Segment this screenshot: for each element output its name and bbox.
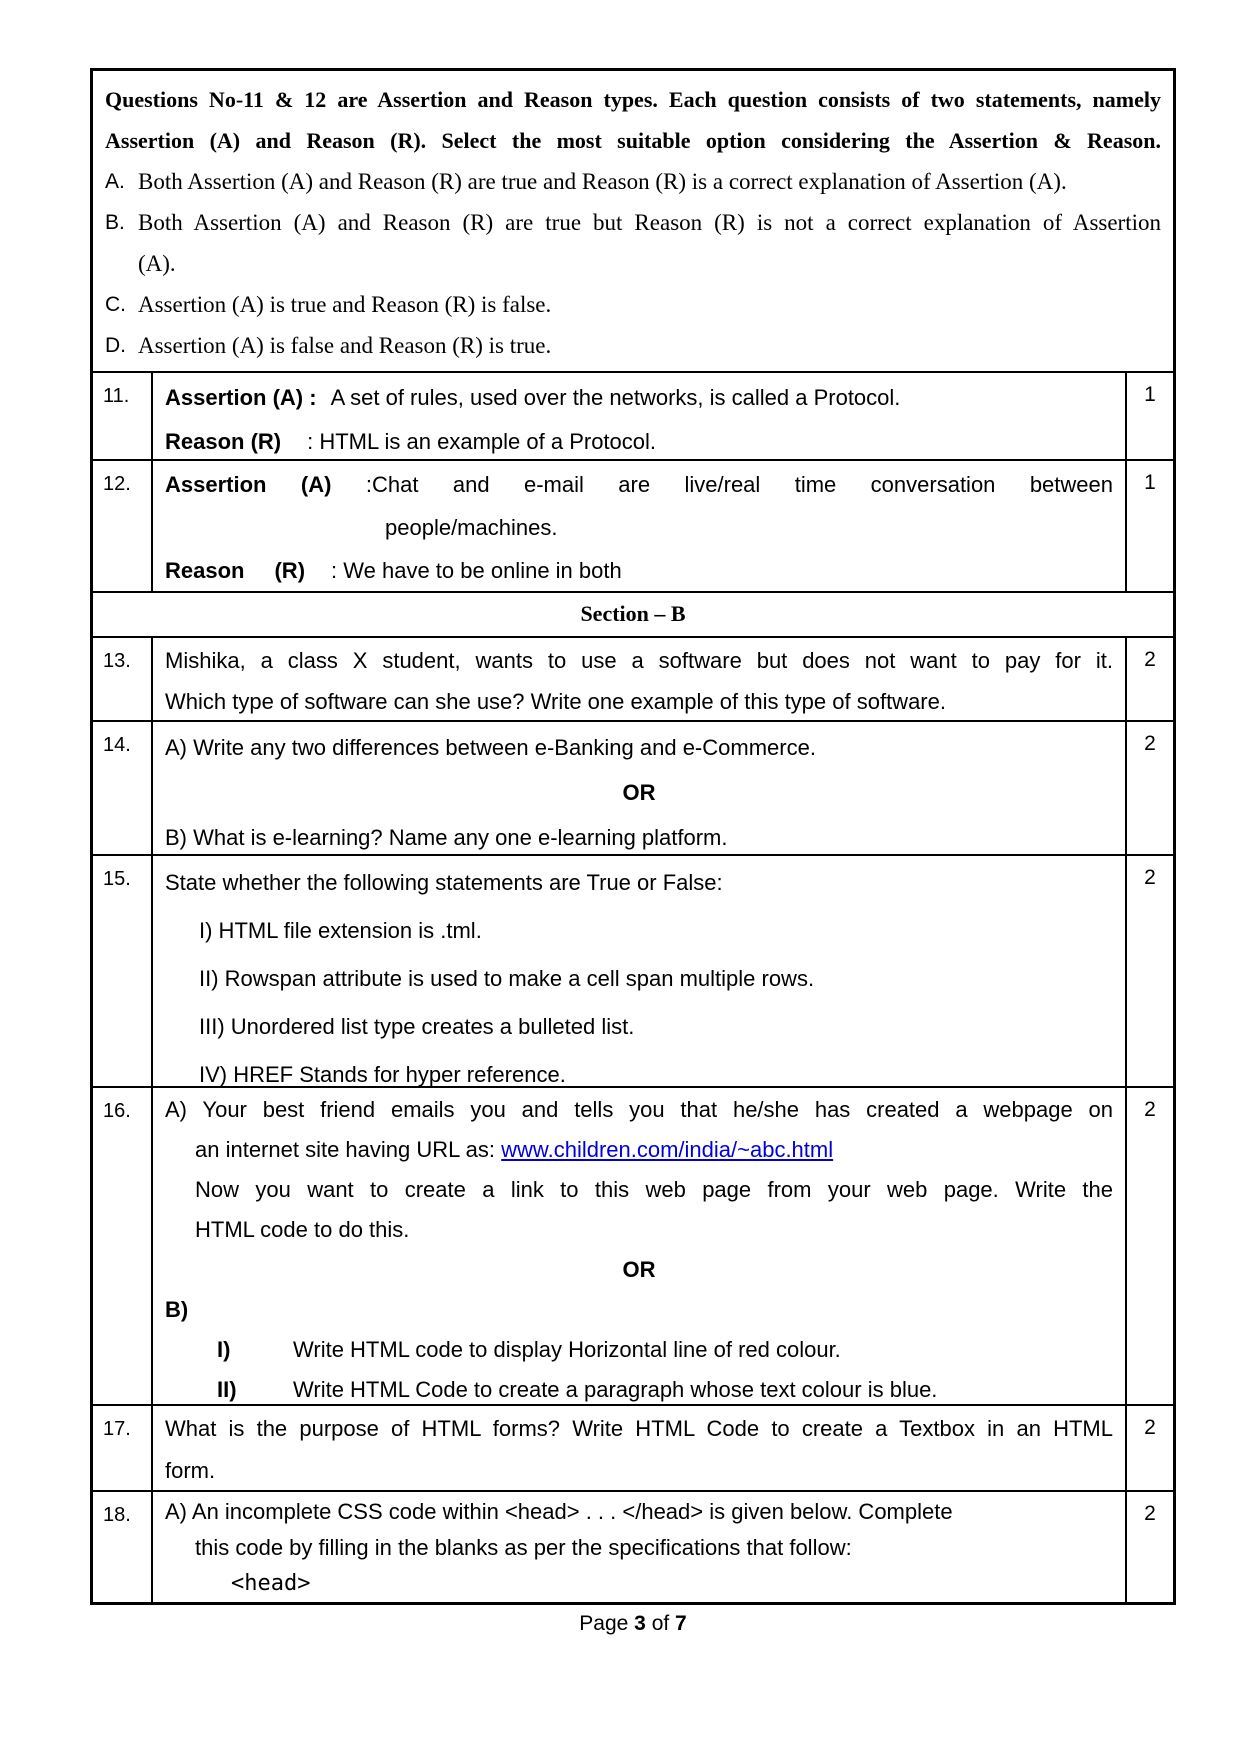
q12-assertion-label-2: (A) [300, 472, 332, 497]
q14-content [153, 722, 1125, 854]
option-a-letter: A. [105, 170, 125, 193]
q18-number: 18. [93, 1492, 153, 1602]
q15-item-2: II) Rowspan attribute is used to make a cell span multiple rows. [199, 966, 815, 991]
q12-assertion-label-1: Assertion [165, 472, 267, 497]
q16-a-line-2 [195, 1130, 1113, 1170]
instruction-line-1: Questions No-11 & 12 are Assertion and Reason types. Each question consists of two statements, namely [105, 87, 1161, 112]
q16-b-label: B) [165, 1297, 189, 1322]
option-d-letter: D. [105, 334, 126, 357]
question-11-row [93, 371, 1173, 459]
q11-assertion-label: Assertion (A) : [165, 385, 317, 410]
option-d-text: Assertion (A) is false and Reason (R) is true. [138, 333, 552, 358]
option-b-letter: B. [105, 211, 125, 234]
instructions-row [93, 71, 1173, 371]
q17-marks: 2 [1125, 1406, 1173, 1490]
option-d [105, 325, 1161, 366]
q17-line-1: What is the purpose of HTML forms? Write HTML Code to create a Textbox in an HTML [165, 1416, 1113, 1441]
q11-number: 11. [93, 373, 153, 459]
q18-line-1: A) An incomplete CSS code within <head> . . . </head> is given below. Complete [165, 1499, 953, 1524]
q16-content [153, 1088, 1125, 1404]
q16-a-line-3: Now you want to create a link to this web page from your web page. Write the [195, 1177, 1113, 1202]
q11-reason-text: : HTML is an example of a Protocol. [307, 429, 657, 454]
option-a [105, 161, 1161, 202]
q15-intro: State whether the following statements are True or False: [165, 870, 723, 895]
q18-code-line: <head> [231, 1571, 311, 1596]
q12-assertion-text: :Chat and e-mail are live/real time conversation between [365, 472, 1113, 497]
q12-reason-label-1: Reason [165, 558, 245, 583]
webpage-url-link[interactable]: www.children.com/india/~abc.html [501, 1137, 834, 1162]
q15-number: 15. [93, 856, 153, 1086]
q16-b-item-2 [217, 1370, 1113, 1404]
q13-number: 13. [93, 638, 153, 720]
q14-marks: 2 [1125, 722, 1173, 854]
footer-page-label: Page [579, 1612, 629, 1635]
q17-number: 17. [93, 1406, 153, 1490]
q13-line-2: Which type of software can she use? Write one example of this type of software. [165, 689, 946, 714]
q17-line-2: form. [165, 1458, 216, 1483]
q16-b-item-1-num: I) [217, 1337, 231, 1362]
q16-number: 16. [93, 1088, 153, 1404]
question-17-row [93, 1404, 1173, 1490]
q15-item-1: I) HTML file extension is .tml. [199, 918, 482, 943]
q12-reason-line [165, 549, 1113, 591]
q12-marks: 1 [1125, 461, 1173, 591]
option-b [105, 202, 1161, 243]
q14-or-label: OR [622, 780, 656, 805]
q15-content [153, 856, 1125, 1086]
q18-content [153, 1492, 1125, 1602]
q12-reason-label-2: (R) [274, 558, 306, 583]
question-13-row [93, 636, 1173, 720]
option-c-letter: C. [105, 293, 126, 316]
section-b-cell [93, 593, 1173, 636]
page-footer [90, 1612, 1176, 1636]
instruction-line-2: Assertion (A) and Reason (R). Select the most suitable option considering the Assertion & Reason. [105, 128, 1161, 153]
q16-b-item-2-num: II) [217, 1377, 237, 1402]
q16-url-prefix: an internet site having URL as: [195, 1137, 502, 1162]
q16-b-item-2-text: Write HTML Code to create a paragraph whose text colour is blue. [293, 1377, 938, 1402]
q16-a-line-1: A) Your best friend emails you and tells you that he/she has created a webpage on [165, 1097, 1113, 1122]
q12-content [153, 461, 1125, 591]
q18-line-2: this code by filling in the blanks as per the specifications that follow: [195, 1535, 852, 1560]
q16-b-item-1-text: Write HTML code to display Horizontal line of red colour. [293, 1337, 841, 1362]
q11-assertion-line [165, 377, 1113, 419]
q15-item-4: IV) HREF Stands for hyper reference. [199, 1062, 566, 1086]
section-b-row [93, 591, 1173, 636]
footer-page-number: 3 [634, 1612, 646, 1635]
q16-a-line-4: HTML code to do this. [195, 1217, 410, 1242]
q12-reason-text: : We have to be online in both [331, 558, 622, 583]
q11-reason-line [165, 421, 1113, 459]
option-c-text: Assertion (A) is true and Reason (R) is false. [138, 292, 552, 317]
q13-marks: 2 [1125, 638, 1173, 720]
q12-assertion-line-1 [165, 463, 1113, 506]
footer-total-pages: 7 [675, 1612, 687, 1635]
q13-line-1: Mishika, a class X student, wants to use a software but does not want to pay for it. [165, 648, 1113, 673]
question-18-row [93, 1490, 1173, 1602]
question-15-row [93, 854, 1173, 1086]
q16-b-item-1 [217, 1330, 1113, 1370]
question-12-row [93, 459, 1173, 591]
option-b-continuation: (A). [138, 251, 176, 276]
q17-content [153, 1406, 1125, 1490]
q12-assertion-line-2: people/machines. [385, 515, 558, 540]
q16-marks: 2 [1125, 1088, 1173, 1404]
q15-marks: 2 [1125, 856, 1173, 1086]
q11-assertion-text: A set of rules, used over the networks, is called a Protocol. [330, 385, 901, 410]
q11-reason-label: Reason (R) [165, 429, 282, 454]
q12-number: 12. [93, 461, 153, 591]
q13-content [153, 638, 1125, 720]
instructions-cell [93, 71, 1173, 371]
q14-number: 14. [93, 722, 153, 854]
option-a-text: Both Assertion (A) and Reason (R) are true and Reason (R) is a correct explanation of Assertion (A). [138, 169, 1067, 194]
section-b-title: Section – B [580, 601, 686, 626]
q15-item-3: III) Unordered list type creates a bulleted list. [199, 1014, 635, 1039]
option-c [105, 284, 1161, 325]
question-14-row [93, 720, 1173, 854]
q18-marks: 2 [1125, 1492, 1173, 1602]
q14-part-a: A) Write any two differences between e-Banking and e-Commerce. [165, 735, 816, 760]
q16-or-label: OR [622, 1257, 656, 1282]
option-b-text: Both Assertion (A) and Reason (R) are true but Reason (R) is not a correct explanation of Assertion [138, 210, 1161, 235]
question-table [90, 68, 1176, 1605]
q11-content [153, 373, 1125, 459]
question-16-row [93, 1086, 1173, 1404]
q11-marks: 1 [1125, 373, 1173, 459]
q14-part-b: B) What is e-learning? Name any one e-learning platform. [165, 825, 728, 850]
footer-of-label: of [651, 1612, 670, 1635]
